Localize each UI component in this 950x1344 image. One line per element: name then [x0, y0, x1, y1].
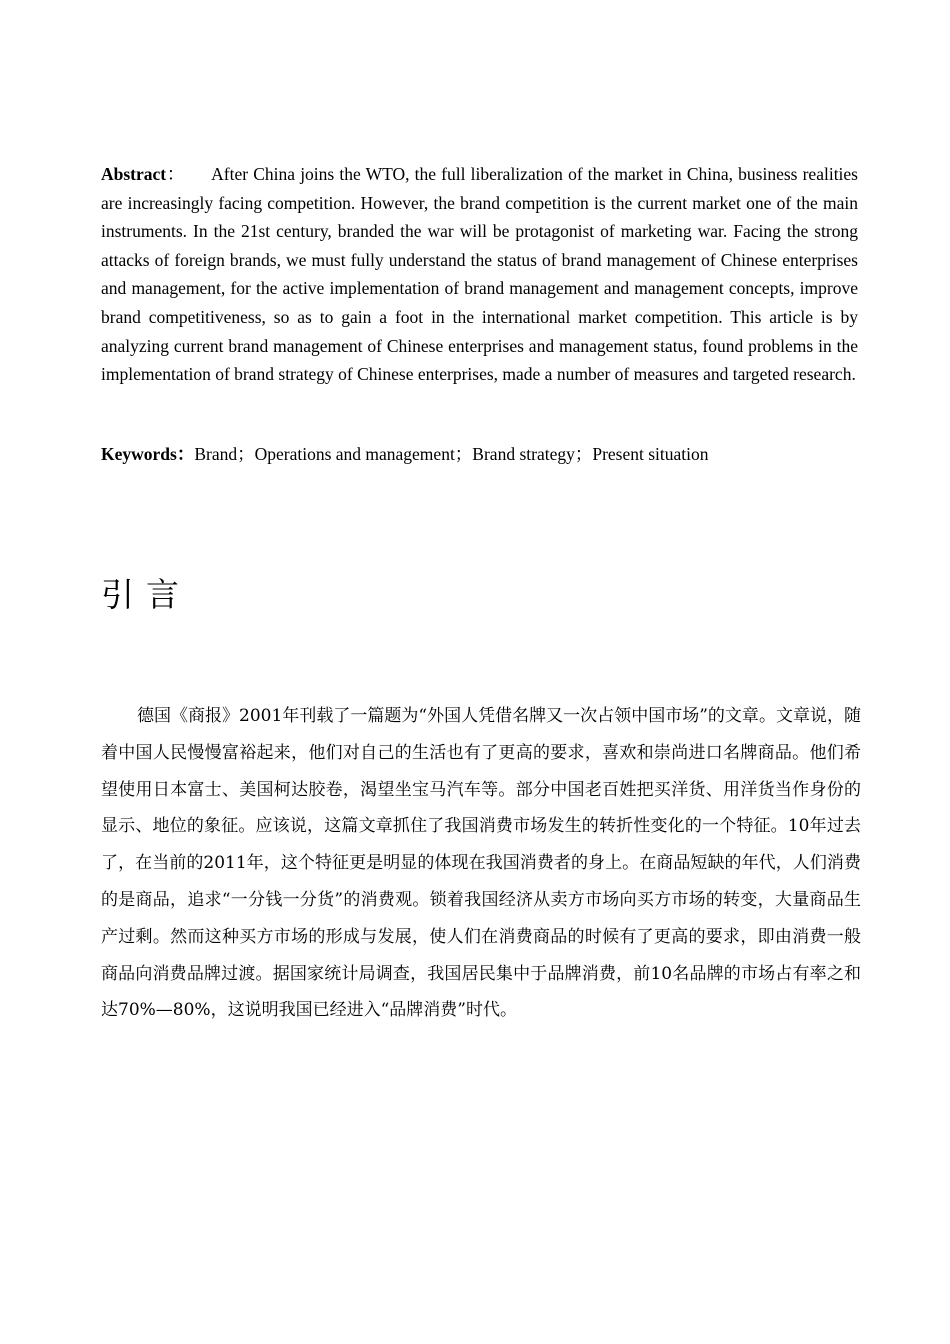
abstract-colon: ：: [166, 164, 186, 184]
section-heading-introduction: 引言: [101, 575, 191, 614]
introduction-paragraph: 德国《商报》2001年刊载了一篇题为“外国人凭借名牌又一次占领中国市场”的文章。文章说，随着中国人民慢慢富裕起来，他们对自己的生活也有了更高的要求，喜欢和崇尚进口名牌商品。他们希望使用日本富士、美国柯达胶卷，渴望坐宝马汽车等。部分中国老百姓把买洋货、用洋货当作身份的显示、地位的象征。应该说，这篇文章抓住了我国消费市场发生的转折性变化的一个特征。10年过去了，在当前的2011年，这个特征更是明显的体现在我国消费者的身上。在商品短缺的年代，人们消费的是商品，追求“一分钱一分货”的消费观。锁着我国经济从卖方市场向买方市场的转变，大量商品生产过剩。然而这种买方市场的形成与发展，使人们在消费商品的时候有了更高的要求，即由消费一般商品向消费品牌过渡。据国家统计局调查，我国居民集中于品牌消费，前10名品牌的市场占有率之和达70%—80%，这说明我国已经进入“品牌消费”时代。: [101, 706, 861, 1021]
keywords-label: Keywords：: [101, 444, 195, 464]
keywords-text: Brand；Operations and management；Brand strategy；Present situation: [194, 444, 709, 464]
abstract-paragraph: [101, 160, 858, 389]
abstract-label: Abstract: [101, 164, 167, 184]
keywords-line: [101, 440, 858, 468]
abstract-text: After China joins the WTO, the full liberalization of the market in China, business realities are increasingly facing competition. However, the brand competition is the current market one of the main instruments. In the 21st century, branded the war will be protagonist of marketing war. Facing the strong attacks of foreign brands, we must fully understand the status of brand management of Chinese enterprises and management, for the active implementation of brand management and management concepts, improve brand competitiveness, so as to gain a foot in the international market competition. This article is by analyzing current brand management of Chinese enterprises and management status, found problems in the implementation of brand strategy of Chinese enterprises, made a number of measures and targeted research.: [101, 164, 858, 385]
